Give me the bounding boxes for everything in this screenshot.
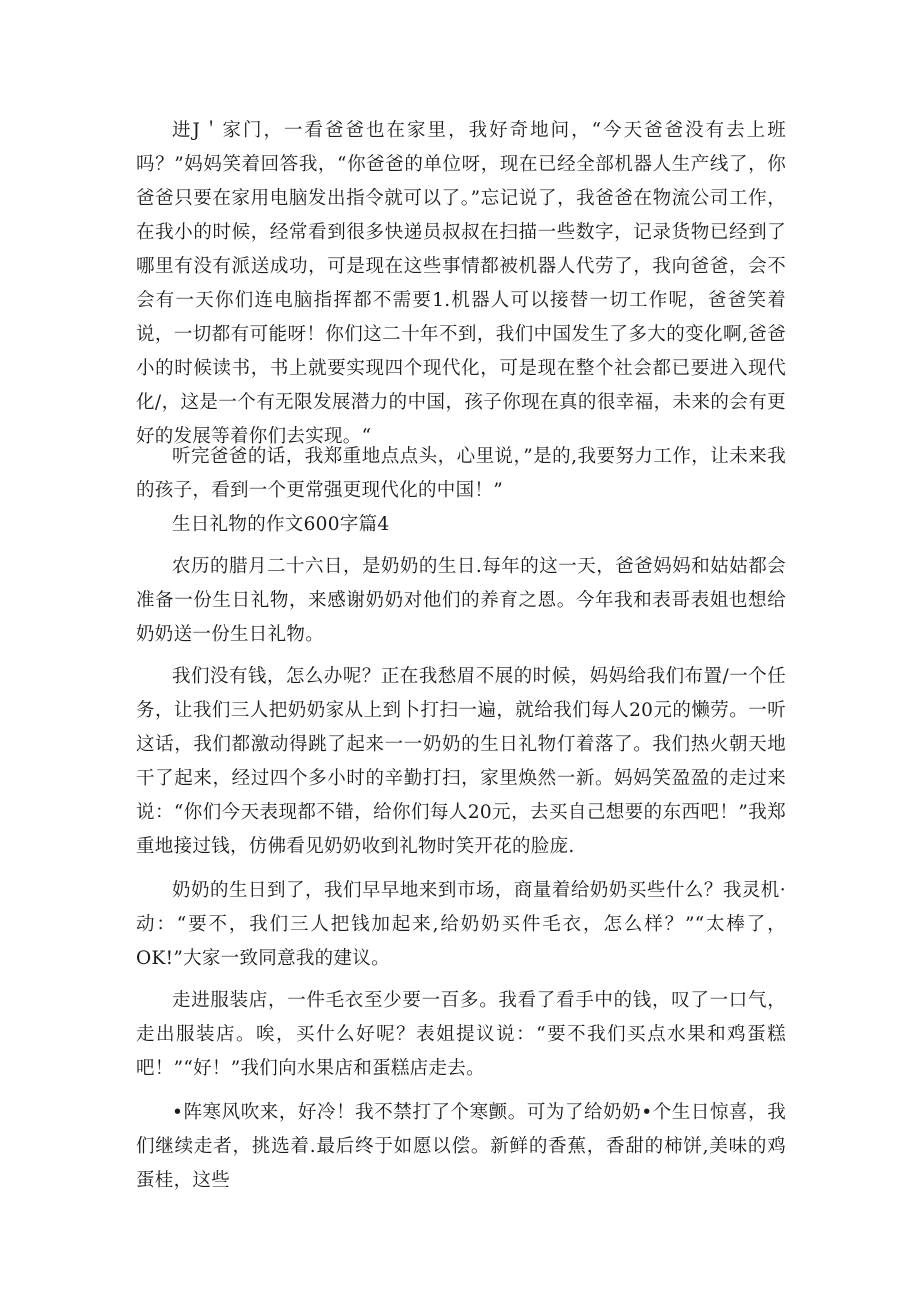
paragraph-4: 我们没有钱，怎么办呢？正在我愁眉不展的时候，妈妈给我们布置/一个任务，让我们三人把奶奶家从上到卜打扫一遍，就给我们每人20元的懒劳。一听这话，我们都激动得跳了起来一一奶奶的生日礼物仃着落了。我们热火朝天地干了起来，经过四个多小时的辛勤打扫，家里焕然一新。妈妈笑盈盈的走过来说：“你们今天表现都不错，给你们每人20元，去买自己想要的东西吧！”我郑重地接过钱，仿佛看见奶奶收到礼物时笑开花的脸庞. — [136, 666, 786, 857]
paragraph-7: •阵寒风吹来，好冷！我不禁打了个寒颤。可为了给奶奶•个生日惊喜，我们继续走者，挑选着.最后终于如愿以偿。新鲜的香蕉，香甜的柿饼,美味的鸡蛋桂，这些 — [136, 1102, 786, 1191]
paragraph-3: 农历的腊月二十六日，是奶奶的生日.每年的这一天，爸爸妈妈和姑姑都会准备一份生日礼物，来感谢奶奶对他们的养育之恩。今年我和表哥表姐也想给奶奶送一份生日礼物。 — [136, 556, 786, 645]
paragraph-2: 听完爸爸的话，我郑重地点点头，心里说，”是的,我要努力工作，让未来我的孩子，看到一个更常强更现代化的中国！” — [136, 446, 786, 501]
paragraph-6: 走进服装店，一件毛衣至少要一百多。我看了看手中的钱，叹了一口气，走出服装店。唉，买什么好呢？表姐提议说：“要不我们买点水果和鸡蛋糕吧！”“好！”我们向水果店和蛋糕店走去。 — [136, 990, 786, 1079]
section-heading: 生日礼物的作文600字篇4 — [172, 514, 390, 535]
paragraph-5: 奶奶的生日到了，我们早早地来到市场，商量着给奶奶买些什么？我灵机·动：“要不，我们三人把钱加起来,给奶奶买件毛衣，怎么样？”“太棒了，OK!”大家一致同意我的建议。 — [136, 880, 786, 969]
paragraph-1: 进J＇家门，一看爸爸也在家里，我好奇地问，“今天爸爸没有去上班吗？”妈妈笑着回答我，“你爸爸的单位呀，现在已经全部机器人生产线了，你爸爸只要在家用电脑发出指令就可以了。”忘记说了，我爸爸在物流公司工作，在我小的时候，经常看到很多快递员叔叔在扫描一些数字，记录货物已经到了哪里有没有派送成功，可是现在这些事情都被机器人代劳了，我向爸爸，会不会有一天你们连电脑指挥都不需要1.机器人可以接替一切工作呢，爸爸笑着说，一切都有可能呀！你们这二十年不到，我们中国发生了多大的变化啊,爸爸小的时候读书，书上就要实现四个现代化，可是现在整个社会都已要进入现代化/，这是一个有无限发展潜力的中国，孩子你现在真的很幸福，未来的会有更好的发展等着你们去实现。“ — [136, 120, 786, 447]
